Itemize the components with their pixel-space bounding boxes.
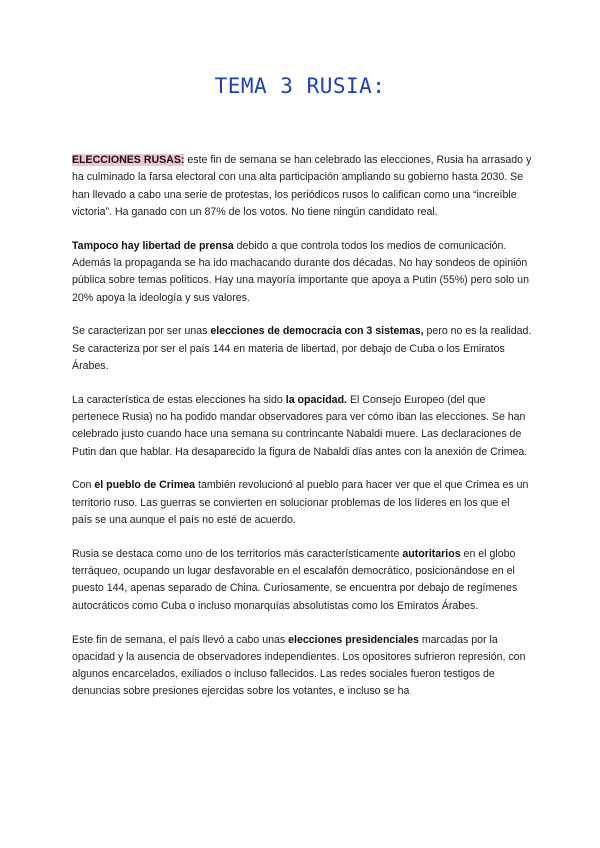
bold-phrase: elecciones presidenciales bbox=[288, 633, 419, 646]
paragraph-text: en el globo terráqueo, ocupando un lugar desfavorable en el escalafón democrático, posicionándose en el puesto 144, apenas separado de China. Curiosamente, se encuentra por debajo de regímenes autocráticos como Cuba o incluso monarquías absolutistas como los Emiratos Árabes. bbox=[72, 547, 518, 612]
paragraph-crimea bbox=[72, 477, 532, 529]
paragraph-autoritarios bbox=[72, 546, 532, 615]
paragraph-opacidad bbox=[72, 392, 532, 461]
highlighted-heading: ELECCIONES RUSAS: bbox=[72, 154, 185, 166]
bold-phrase: autoritarios bbox=[402, 547, 461, 560]
paragraph-text: este fin de semana se han celebrado las elecciones, Rusia ha arrasado y ha culminado la farsa electoral con una alta participación ampliando su gobierno hasta 2030. Se han llevado a cabo una serie de protestas, los periódicos rusos lo califican como una “increíble victoria”. Ha ganado con un 87% de los votos. No tiene ningún candidato real. bbox=[72, 154, 532, 218]
document-body bbox=[72, 152, 532, 717]
paragraph-libertad-prensa bbox=[72, 238, 532, 307]
paragraph-elecciones-presidenciales bbox=[72, 632, 532, 701]
bold-phrase: elecciones de democracia con 3 sistemas, bbox=[210, 325, 424, 338]
bold-phrase: el pueblo de Crimea bbox=[94, 479, 196, 492]
paragraph-text: Se caracterizan por ser unas bbox=[72, 325, 211, 338]
paragraph-text: debido a que controla todos los medios de comunicación. Además la propaganda se ha ido machacando durante dos décadas. No hay sondeos de opinión pública sobre temas políticos. Hay una mayoría importante que apoya a Putin (55%) pero solo un 20% apoya la ideología y sus valores. bbox=[72, 239, 529, 304]
paragraph-elecciones-rusas bbox=[72, 152, 532, 221]
bold-phrase: la opacidad. bbox=[285, 393, 347, 406]
paragraph-text: marcadas por la opacidad y la ausencia de observadores independientes. Los opositores sufrieron represión, con algunos encarcelados, exiliados o incluso fallecidos. Las redes sociales fueron testigos de denuncias sobre presiones ejercidas sobre los votantes, e incluso se ha bbox=[72, 633, 526, 698]
bold-phrase: Tampoco hay libertad de prensa bbox=[72, 239, 234, 252]
paragraph-text: El Consejo Europeo (del que pertenece Rusia) no ha podido mandar observadores para ver cómo iban las elecciones. Se han celebrado justo cuando hace una semana su contrincante Nabaldi muere. Las declaraciones de Putin dan que hablar. Ha desaparecido la figura de Nabaldi días antes con la anexión de Crimea. bbox=[72, 393, 528, 458]
paragraph-text: Con bbox=[72, 479, 95, 492]
paragraph-text: La característica de estas elecciones ha sido bbox=[72, 393, 286, 406]
paragraph-text: Este fin de semana, el país llevó a cabo unas bbox=[72, 633, 289, 646]
page-title: TEMA 3 RUSIA: bbox=[214, 74, 386, 98]
paragraph-text: también revolucionó al pueblo para hacer ver que el que Crimea es un territorio ruso. Las guerras se convierten en solucionar problemas de los líderes en los que el país se una aunque el país no esté de acuerdo. bbox=[72, 479, 529, 527]
paragraph-text: Rusia se destaca como uno de los territorios más característicamente bbox=[72, 547, 403, 560]
paragraph-democracia-3-sistemas bbox=[72, 323, 532, 375]
paragraph-text: pero no es la realidad. Se caracteriza por ser el país 144 en materia de libertad, por debajo de Cuba o los Emiratos Árabes. bbox=[72, 325, 532, 372]
